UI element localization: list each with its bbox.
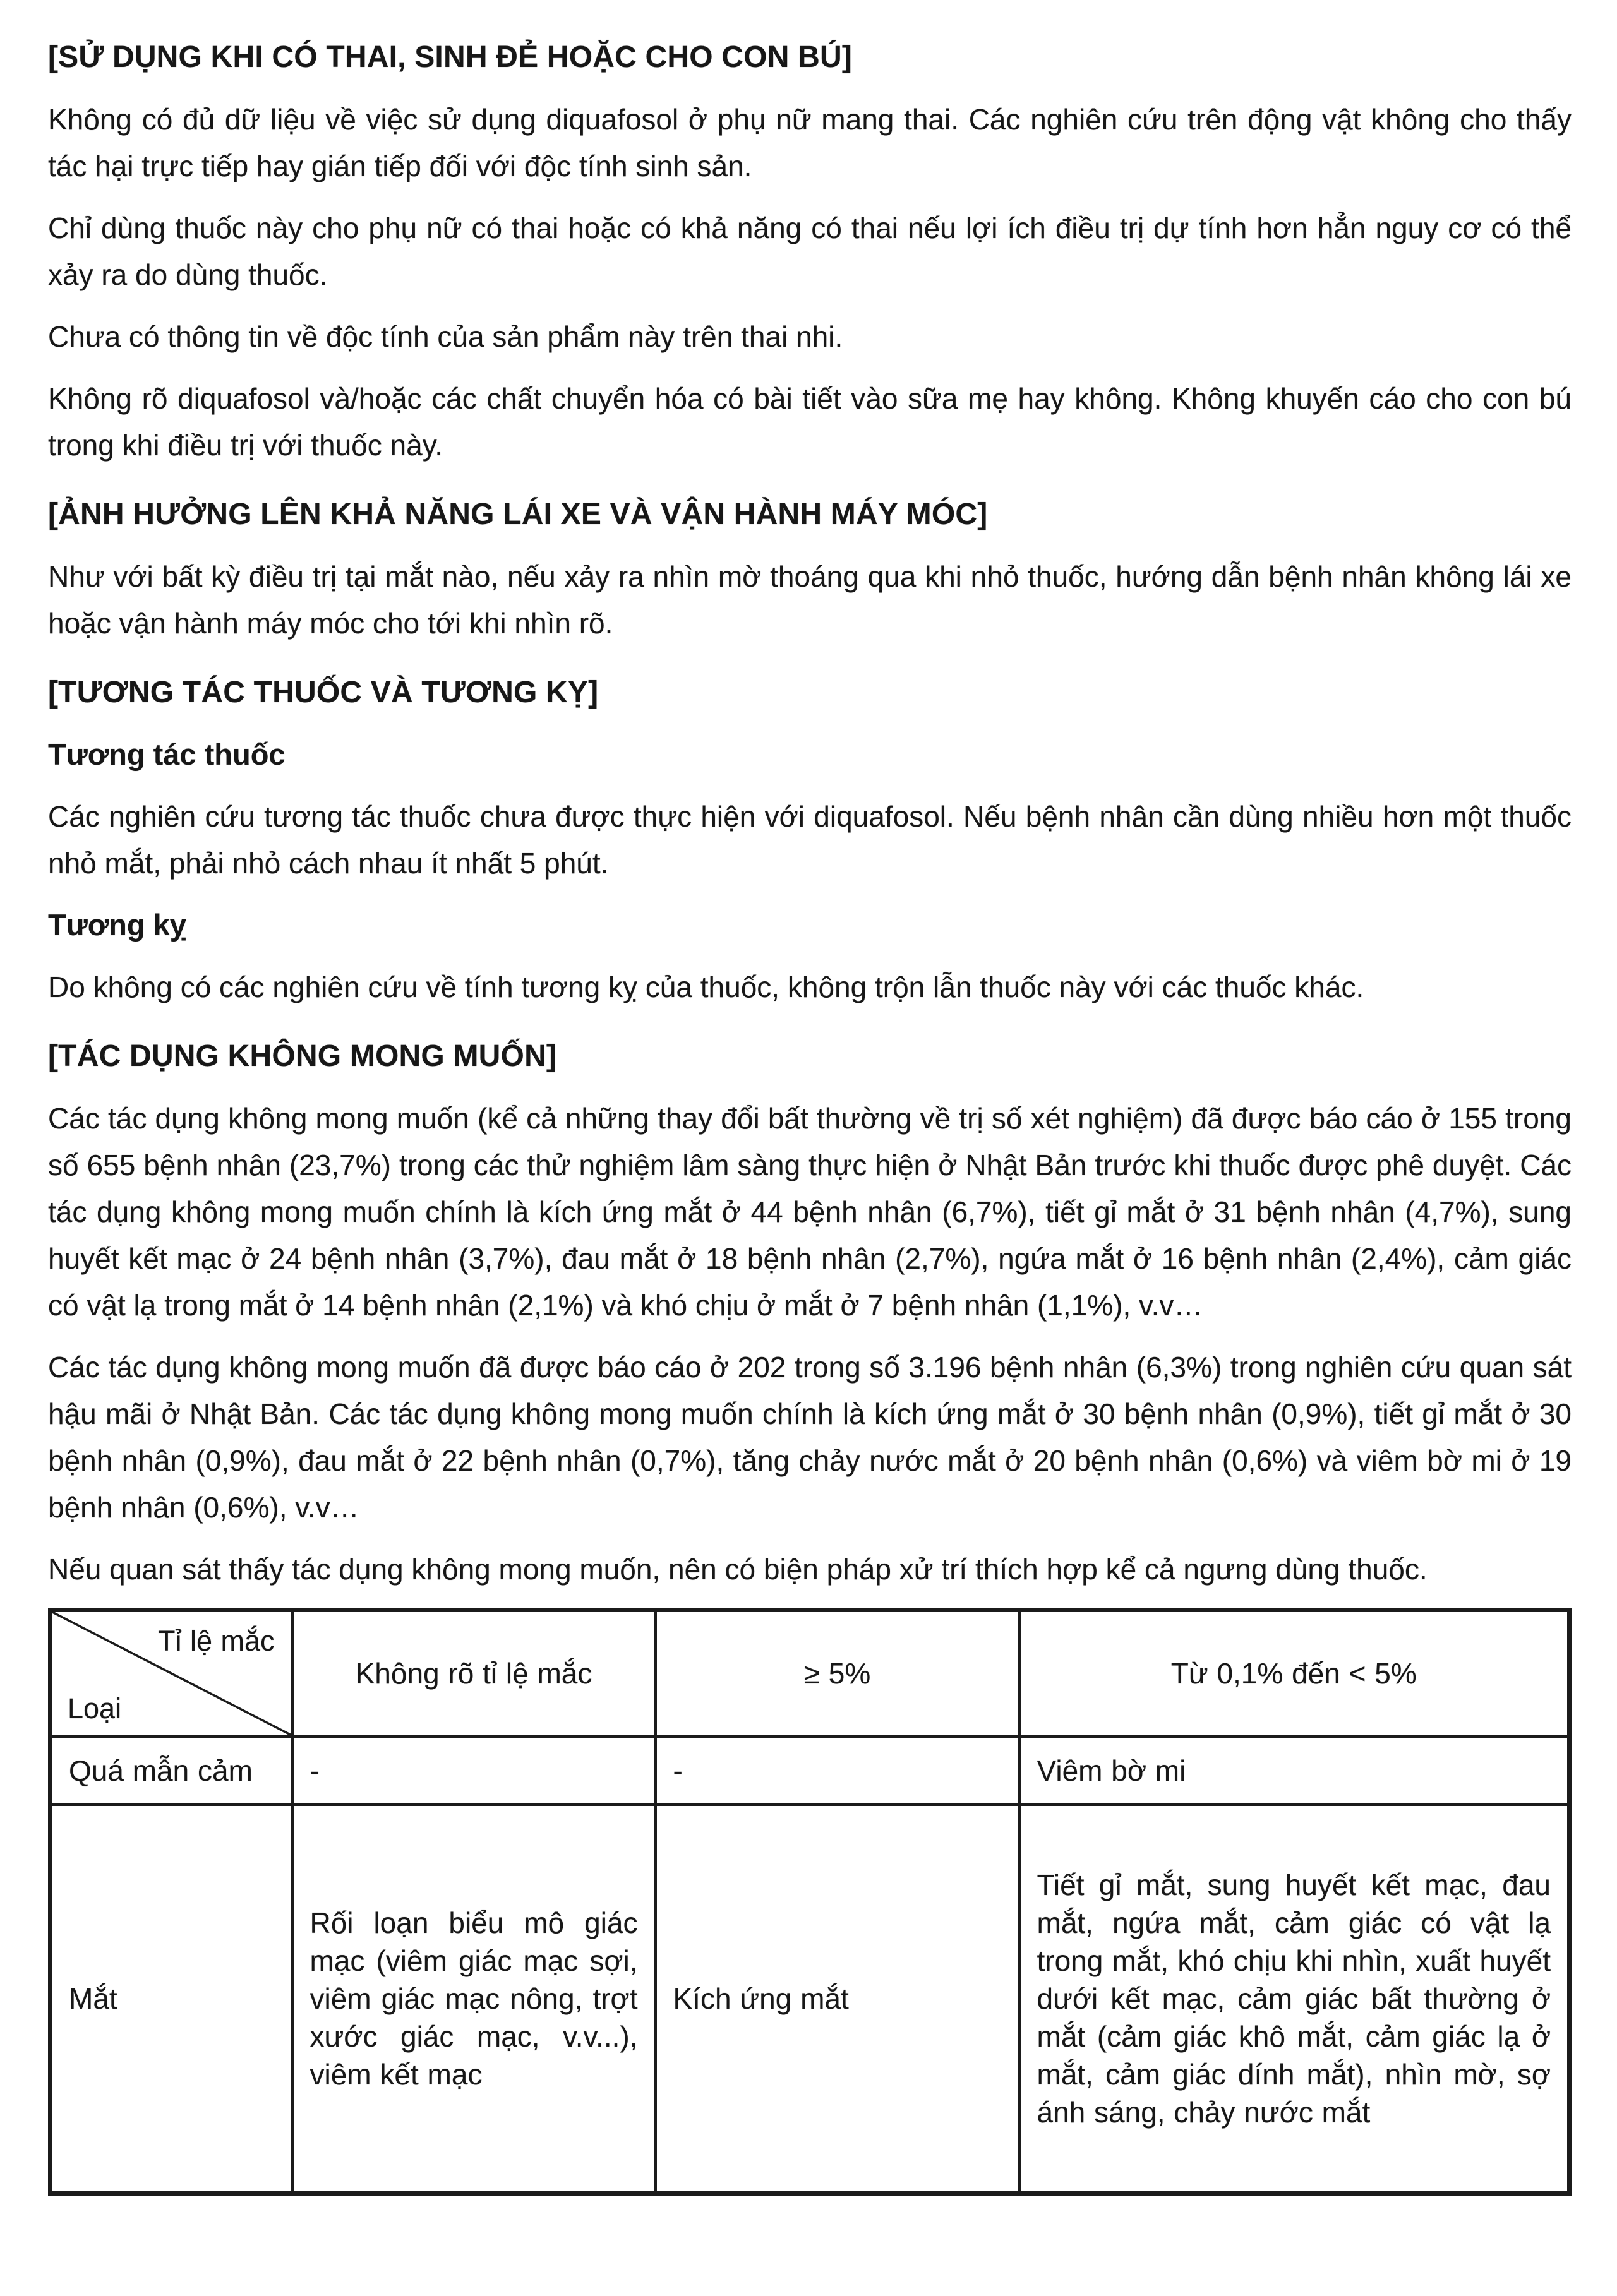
heading-adverse-effects: [TÁC DỤNG KHÔNG MONG MUỐN] (48, 1039, 557, 1073)
adverse-effects-table (48, 1608, 1572, 2196)
corner-label-category: Loại (68, 1692, 122, 1725)
heading-driving-machines: [ẢNH HƯỞNG LÊN KHẢ NĂNG LÁI XE VÀ VẬN HÀNH MÁY MÓC] (48, 498, 988, 531)
para-fetal-toxicity: Chưa có thông tin về độc tính của sản phẩm này trên thai nhi. (48, 320, 843, 353)
cell-eye-unknown: Rối loạn biểu mô giác mạc (viêm giác mạc sợi, viêm giác mạc nông, trợt xước giác mạc, v.v...), viêm kết mạc (292, 1805, 656, 2194)
table-row-hypersensitivity (51, 1737, 1570, 1805)
table-row-eye (51, 1805, 1570, 2194)
corner-label-incidence: Tỉ lệ mắc (157, 1625, 275, 1657)
subheading-drug-interactions: Tương tác thuốc (48, 738, 286, 771)
para-drug-interactions: Các nghiên cứu tương tác thuốc chưa được thực hiện với diquafosol. Nếu bệnh nhân cần dùng nhiều hơn một thuốc nhỏ mắt, phải nhỏ cách nhau ít nhất 5 phút. (48, 800, 1572, 880)
para-pregnancy-data: Không có đủ dữ liệu về việc sử dụng diquafosol ở phụ nữ mang thai. Các nghiên cứu trên động vật không cho thấy tác hại trực tiếp hay gián tiếp đối với độc tính sinh sản. (48, 103, 1572, 182)
table-corner-cell (51, 1610, 292, 1737)
heading-interactions-incompatibility: [TƯƠNG TÁC THUỐC VÀ TƯƠNG KỴ] (48, 676, 599, 709)
cell-eye-01to5: Tiết gỉ mắt, sung huyết kết mạc, đau mắt, ngứa mắt, cảm giác có vật lạ trong mắt, khó chịu khi nhìn, xuất huyết dưới kết mạc, cảm giác bất thường ở mắt (cảm giác khô mắt, cảm giác lạ ở mắt, cảm giác dính mắt), nhìn mờ, sợ ánh sáng, chảy nước mắt (1019, 1805, 1570, 2194)
para-adverse-premarket: Các tác dụng không mong muốn (kể cả những thay đổi bất thường về trị số xét nghiệm) đã được báo cáo ở 155 trong số 655 bệnh nhân (23,7%) trong các thử nghiệm lâm sàng thực hiện ở Nhật Bản trước khi thuốc được phê duyệt. Các tác dụng không mong muốn chính là kích ứng mắt ở 44 bệnh nhân (6,7%), tiết gỉ mắt ở 31 bệnh nhân (4,7%), sung huyết kết mạc ở 24 bệnh nhân (3,7%), đau mắt ở 18 bệnh nhân (2,7%), ngứa mắt ở 16 bệnh nhân (2,4%), cảm giác có vật lạ trong mắt ở 14 bệnh nhân (2,1%) và khó chịu ở mắt ở 7 bệnh nhân (1,1%), v.v… (48, 1102, 1572, 1322)
heading-pregnancy-lactation: [SỬ DỤNG KHI CÓ THAI, SINH ĐẺ HOẶC CHO CON BÚ] (48, 40, 853, 74)
para-pregnancy-benefit-risk: Chỉ dùng thuốc này cho phụ nữ có thai hoặc có khả năng có thai nếu lợi ích điều trị dự tính hơn hẳn nguy cơ có thể xảy ra do dùng thuốc. (48, 212, 1572, 291)
col-header-01-to-5pct: Từ 0,1% đến < 5% (1019, 1610, 1570, 1737)
subheading-incompatibility: Tương kỵ (48, 908, 186, 942)
para-adverse-action: Nếu quan sát thấy tác dụng không mong muốn, nên có biện pháp xử trí thích hợp kể cả ngưng dùng thuốc. (48, 1553, 1428, 1586)
col-header-unknown-rate: Không rõ tỉ lệ mắc (292, 1610, 656, 1737)
cell-hypersensitivity-unknown: - (292, 1737, 656, 1805)
para-driving-machines: Như với bất kỳ điều trị tại mắt nào, nếu xảy ra nhìn mờ thoáng qua khi nhỏ thuốc, hướng dẫn bệnh nhân không lái xe hoặc vận hành máy móc cho tới khi nhìn rõ. (48, 560, 1572, 640)
cell-hypersensitivity-gte5: - (656, 1737, 1019, 1805)
para-adverse-postmarket: Các tác dụng không mong muốn đã được báo cáo ở 202 trong số 3.196 bệnh nhân (6,3%) trong nghiên cứu quan sát hậu mãi ở Nhật Bản. Các tác dụng không mong muốn chính là kích ứng mắt ở 30 bệnh nhân (0,9%), tiết gỉ mắt ở 30 bệnh nhân (0,9%), đau mắt ở 22 bệnh nhân (0,7%), tăng chảy nước mắt ở 20 bệnh nhân (0,6%) và viêm bờ mi ở 19 bệnh nhân (0,6%), v.v… (48, 1351, 1572, 1524)
cell-hypersensitivity-category: Quá mẫn cảm (51, 1737, 292, 1805)
cell-eye-category: Mắt (51, 1805, 292, 2194)
para-breastfeeding: Không rõ diquafosol và/hoặc các chất chuyển hóa có bài tiết vào sữa mẹ hay không. Không khuyến cáo cho con bú trong khi điều trị với thuốc này. (48, 382, 1572, 462)
para-incompatibility: Do không có các nghiên cứu về tính tương kỵ của thuốc, không trộn lẫn thuốc này với các thuốc khác. (48, 971, 1364, 1003)
cell-eye-gte5: Kích ứng mắt (656, 1805, 1019, 2194)
table-header-row (51, 1610, 1570, 1737)
col-header-gte-5pct: ≥ 5% (656, 1610, 1019, 1737)
cell-hypersensitivity-01to5: Viêm bờ mi (1019, 1737, 1570, 1805)
